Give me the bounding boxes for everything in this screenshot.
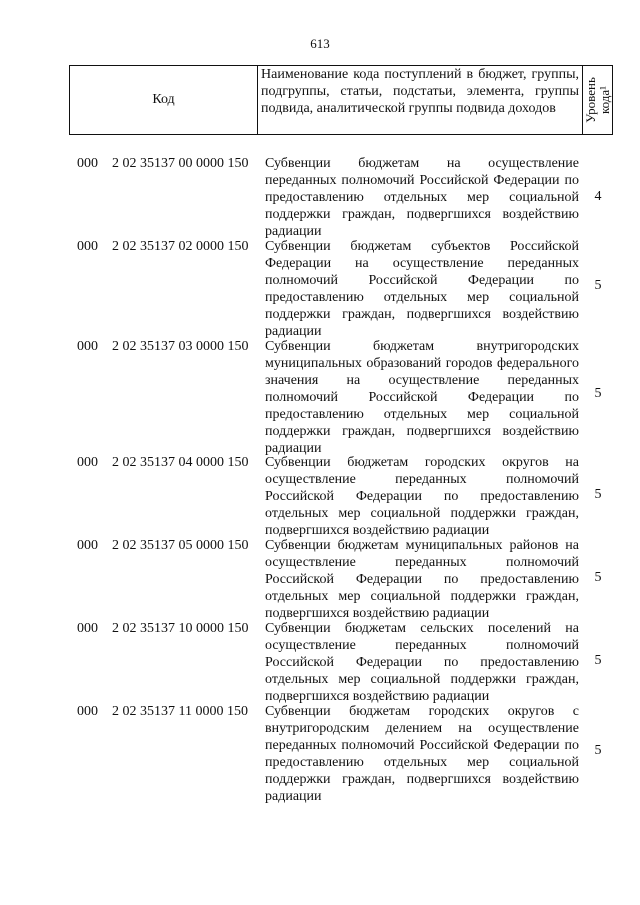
header-level-label [584,77,612,123]
header-level-label-line1: Уровень [583,77,598,123]
row-code: 2 02 35137 05 0000 150 [112,538,249,553]
row-name: Субвенции бюджетам субъектов Российской Федерации на осуществление переданных полномочий Российской Федерации по предоставлению отдельных мер социальной поддержки граждан, подвергшихся воздействию радиации [265,239,579,339]
row-level: 4 [594,189,602,204]
row-prefix: 000 [77,339,98,354]
row-name: Субвенции бюджетам муниципальных районов на осуществление переданных полномочий Российской Федерации по предоставлению отдельных мер социальной поддержки граждан, подвергшихся воздействию радиации [265,538,579,621]
header-code-cell [70,66,258,134]
header-name-cell [258,66,583,134]
row-code: 2 02 35137 04 0000 150 [112,455,249,470]
row-level: 5 [594,743,602,758]
row-code: 2 02 35137 03 0000 150 [112,339,249,354]
row-level: 5 [594,386,602,401]
header-level-label-line2: кода¹ [596,85,612,115]
row-code: 2 02 35137 00 0000 150 [112,156,249,171]
header-name-label: Наименование кода поступлений в бюджет, группы, подгруппы, статьи, подстатьи, элемента, группы подвида, аналитической группы подвида доходов [261,67,579,116]
row-code: 2 02 35137 10 0000 150 [112,621,249,636]
row-code: 2 02 35137 02 0000 150 [112,239,249,254]
row-prefix: 000 [77,156,98,171]
table-header [69,65,613,135]
page-number: 613 [310,36,330,51]
row-level: 5 [594,653,602,668]
header-level-cell [583,66,612,134]
row-name: Субвенции бюджетам городских округов с внутригородским делением на осуществление переданных полномочий Российской Федерации по предоставлению отдельных мер социальной поддержки граждан, подвергшихся воздействию радиации [265,704,579,804]
row-name: Субвенции бюджетам на осуществление переданных полномочий Российской Федерации по предоставлению отдельных мер социальной поддержки граждан, подвергшихся воздействию радиации [265,156,579,239]
row-level: 5 [594,570,602,585]
row-prefix: 000 [77,455,98,470]
row-prefix: 000 [77,621,98,636]
row-name: Субвенции бюджетам внутригородских муниципальных образований городов федерального значения на осуществление переданных полномочий Российской Федерации по предоставлению отдельных мер социальной поддержки граждан, подвергшихся воздействию радиации [265,339,579,456]
row-prefix: 000 [77,538,98,553]
header-code-label: Код [152,92,175,107]
row-name: Субвенции бюджетам городских округов на осуществление переданных полномочий Российской Федерации по предоставлению отдельных мер социальной поддержки граждан, подвергшихся воздействию радиации [265,455,579,538]
row-code: 2 02 35137 11 0000 150 [112,704,248,719]
row-level: 5 [594,278,602,293]
row-level: 5 [594,487,602,502]
row-prefix: 000 [77,704,98,719]
row-name: Субвенции бюджетам сельских поселений на осуществление переданных полномочий Российской Федерации по предоставлению отдельных мер социальной поддержки граждан, подвергшихся воздействию радиации [265,621,579,704]
row-prefix: 000 [77,239,98,254]
